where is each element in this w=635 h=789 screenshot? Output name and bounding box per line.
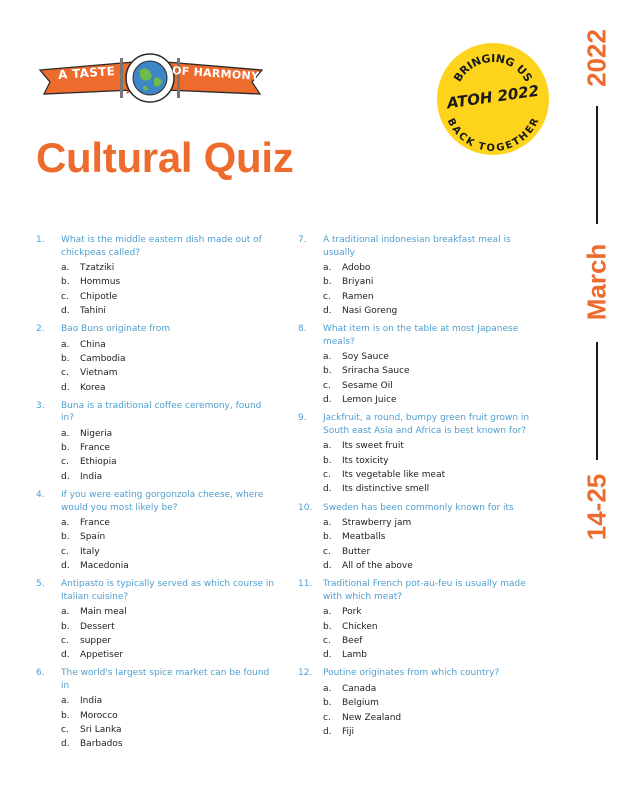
question-number: 12. (298, 668, 313, 679)
answer-option (61, 648, 276, 662)
question-number: 5. (36, 579, 45, 590)
option-letter: a. (323, 518, 332, 529)
side-month: March (581, 243, 612, 321)
answer-option (323, 350, 538, 364)
option-text: Ethiopia (80, 457, 117, 468)
option-text: Butter (342, 546, 371, 557)
answer-option (61, 620, 276, 634)
answer-option (61, 381, 276, 395)
option-text: Italy (80, 546, 100, 557)
option-letter: b. (323, 455, 332, 466)
answer-option (323, 605, 538, 619)
question-number: 4. (36, 490, 45, 501)
quiz-column-left (36, 234, 276, 757)
question-number: 8. (298, 324, 307, 335)
side-divider (596, 342, 598, 460)
option-text: Lemon Juice (342, 395, 397, 406)
option-text: Main meal (80, 607, 127, 618)
option-letter: b. (323, 532, 332, 543)
option-text: Meatballs (342, 532, 386, 543)
option-text: Appetiser (80, 650, 124, 661)
option-letter: c. (323, 291, 331, 302)
option-text: Fiji (342, 726, 355, 737)
badge-main-text: ATOH 2022 (445, 81, 541, 113)
question-text: Buna is a traditional coffee ceremony, found in? (61, 400, 262, 424)
option-letter: d. (323, 560, 332, 571)
quiz-question (36, 234, 276, 318)
answer-option (61, 290, 276, 304)
option-text: Cambodia (80, 353, 126, 364)
event-badge (436, 42, 550, 156)
answer-option (61, 427, 276, 441)
quiz-question (298, 667, 538, 739)
option-letter: a. (61, 607, 70, 618)
option-letter: a. (323, 441, 332, 452)
answer-option (61, 304, 276, 318)
option-text: All of the above (342, 560, 413, 571)
question-number: 2. (36, 324, 45, 335)
option-text: France (80, 518, 110, 529)
quiz-question (36, 323, 276, 395)
option-text: New Zealand (342, 712, 402, 723)
option-text: Its sweet fruit (342, 441, 404, 452)
question-number: 7. (298, 235, 307, 245)
option-text: Adobo (342, 263, 371, 273)
option-text: China (80, 339, 106, 350)
question-text: A traditional indonesian breakfast meal is usually (323, 235, 511, 258)
question-number: 11. (298, 579, 313, 590)
quiz-question (298, 412, 538, 496)
option-text: Hommus (80, 277, 121, 288)
answer-option (323, 545, 538, 559)
answer-option (61, 694, 276, 708)
answer-option (61, 455, 276, 469)
answer-option (323, 482, 538, 496)
answer-option (323, 393, 538, 407)
option-text: Soy Sauce (342, 352, 389, 363)
option-text: Pork (342, 607, 362, 618)
badge-bottom-text: BACK TOGETHER (444, 116, 542, 155)
answer-option (61, 441, 276, 455)
option-text: Belgium (342, 698, 379, 709)
option-letter: c. (61, 635, 69, 646)
quiz-question (298, 502, 538, 574)
quiz-column-right (298, 234, 538, 744)
option-letter: c. (61, 291, 69, 302)
option-letter: d. (61, 739, 70, 750)
option-letter: d. (323, 650, 332, 661)
option-letter: b. (61, 621, 70, 632)
option-letter: b. (323, 366, 332, 377)
question-number: 10. (298, 502, 313, 513)
option-text: Barbados (80, 739, 123, 750)
option-letter: c. (61, 546, 69, 557)
quiz-question (36, 578, 276, 662)
answer-option (61, 545, 276, 559)
option-letter: c. (61, 725, 69, 736)
option-letter: b. (61, 277, 70, 288)
question-text: What item is on the table at most Japanese meals? (323, 324, 519, 347)
option-letter: a. (323, 263, 332, 273)
answer-option (323, 364, 538, 378)
answer-option (323, 711, 538, 725)
option-letter: b. (61, 532, 70, 543)
question-text: Antipasto is typically served as which course in Italian cuisine? (61, 579, 275, 602)
answer-option (323, 261, 538, 275)
option-letter: c. (61, 368, 69, 379)
answer-option (323, 620, 538, 634)
logo-right-text: OF HARMONY (171, 63, 260, 84)
answer-option (61, 737, 276, 751)
option-letter: c. (323, 712, 331, 723)
option-text: France (80, 443, 110, 454)
option-letter: a. (61, 263, 70, 273)
option-letter: c. (323, 546, 331, 557)
side-banner (580, 22, 614, 552)
option-text: Morocco (80, 710, 118, 721)
option-letter: d. (323, 484, 332, 495)
option-letter: c. (323, 635, 331, 646)
question-text: What is the middle eastern dish made out of chickpeas called? (61, 235, 262, 258)
option-letter: b. (323, 621, 332, 632)
option-letter: b. (61, 353, 70, 364)
option-letter: d. (61, 650, 70, 661)
option-letter: c. (61, 457, 69, 468)
answer-option (323, 530, 538, 544)
option-text: Strawberry jam (342, 518, 412, 529)
option-letter: a. (61, 339, 70, 350)
option-letter: c. (323, 469, 331, 480)
answer-option (61, 338, 276, 352)
option-text: Ramen (342, 291, 374, 302)
quiz-question (298, 234, 538, 318)
option-letter: b. (61, 710, 70, 721)
badge-top-text: BRINGING US (451, 51, 535, 85)
option-letter: d. (61, 382, 70, 393)
answer-option (323, 379, 538, 393)
option-text: Beef (342, 635, 363, 646)
page-title: Cultural Quiz (36, 134, 294, 181)
option-letter: c. (323, 380, 331, 391)
quiz-question (36, 400, 276, 484)
answer-option (323, 634, 538, 648)
answer-option (61, 634, 276, 648)
option-letter: d. (61, 305, 70, 316)
answer-option (323, 439, 538, 453)
answer-option (323, 516, 538, 530)
question-text: Traditional French pot-au-feu is usually made with which meat? (323, 579, 526, 602)
answer-option (61, 261, 276, 275)
answer-option (61, 275, 276, 289)
side-dates: 14-25 (581, 473, 612, 541)
answer-option (323, 290, 538, 304)
answer-option (323, 725, 538, 739)
option-letter: d. (323, 395, 332, 406)
option-text: Tzatziki (80, 263, 115, 273)
option-text: Sriracha Sauce (342, 366, 410, 377)
question-text: Poutine originates from which country? (323, 668, 500, 679)
answer-option (61, 559, 276, 573)
answer-option (323, 468, 538, 482)
option-text: India (80, 471, 103, 482)
answer-option (323, 648, 538, 662)
side-divider (596, 106, 598, 224)
option-text: supper (80, 635, 112, 646)
option-letter: d. (323, 305, 332, 316)
option-letter: d. (61, 560, 70, 571)
answer-option (323, 559, 538, 573)
question-number: 9. (298, 413, 307, 424)
question-number: 1. (36, 235, 45, 245)
question-text: The world's largest spice market can be found in (61, 668, 270, 691)
quiz-question (298, 323, 538, 407)
answer-option (61, 605, 276, 619)
answer-option (323, 682, 538, 696)
answer-option (61, 352, 276, 366)
answer-option (61, 530, 276, 544)
question-text: If you were eating gorgonzola cheese, where would you most likely be? (61, 490, 264, 513)
question-number: 3. (36, 400, 45, 411)
option-text: Its vegetable like meat (342, 469, 446, 480)
option-text: Briyani (342, 277, 374, 288)
option-text: Chicken (342, 621, 378, 632)
answer-option (323, 304, 538, 318)
option-letter: a. (61, 518, 70, 529)
side-year: 2022 (581, 29, 612, 87)
option-text: Lamb (342, 650, 368, 661)
option-letter: b. (323, 277, 332, 288)
option-text: Macedonia (80, 560, 129, 571)
option-text: Korea (80, 382, 106, 393)
answer-option (323, 454, 538, 468)
option-letter: d. (323, 726, 332, 737)
option-letter: d. (61, 471, 70, 482)
quiz-question (36, 667, 276, 751)
logo (36, 48, 266, 110)
option-text: Its distinctive smell (342, 484, 430, 495)
option-text: Sri Lanka (80, 725, 122, 736)
option-text: Chipotle (80, 291, 118, 302)
answer-option (61, 366, 276, 380)
option-text: Dessert (80, 621, 115, 632)
option-text: Nasi Goreng (342, 305, 398, 316)
option-letter: a. (61, 696, 70, 707)
option-letter: b. (323, 698, 332, 709)
answer-option (61, 516, 276, 530)
option-letter: b. (61, 443, 70, 454)
option-text: Tahini (80, 305, 106, 316)
option-text: India (80, 696, 103, 707)
answer-option (323, 275, 538, 289)
option-text: Nigeria (80, 428, 113, 439)
question-text: Bao Buns originate from (61, 324, 171, 335)
option-letter: a. (323, 352, 332, 363)
question-text: Sweden has been commonly known for its (323, 502, 514, 513)
answer-option (61, 709, 276, 723)
option-text: Canada (342, 683, 377, 694)
option-letter: a. (323, 607, 332, 618)
option-text: Spain (80, 532, 106, 543)
option-text: Sesame Oil (342, 380, 393, 391)
question-number: 6. (36, 668, 45, 679)
answer-option (323, 696, 538, 710)
answer-option (61, 723, 276, 737)
option-letter: a. (323, 683, 332, 694)
logo-left-text: A TASTE (57, 64, 116, 82)
answer-option (61, 470, 276, 484)
question-text: Jackfruit, a round, bumpy green fruit grown in South east Asia and Africa is best known for? (323, 413, 530, 436)
quiz-question (298, 578, 538, 662)
option-text: Its toxicity (342, 455, 389, 466)
option-letter: a. (61, 428, 70, 439)
quiz-question (36, 489, 276, 573)
option-text: Vietnam (80, 368, 118, 379)
